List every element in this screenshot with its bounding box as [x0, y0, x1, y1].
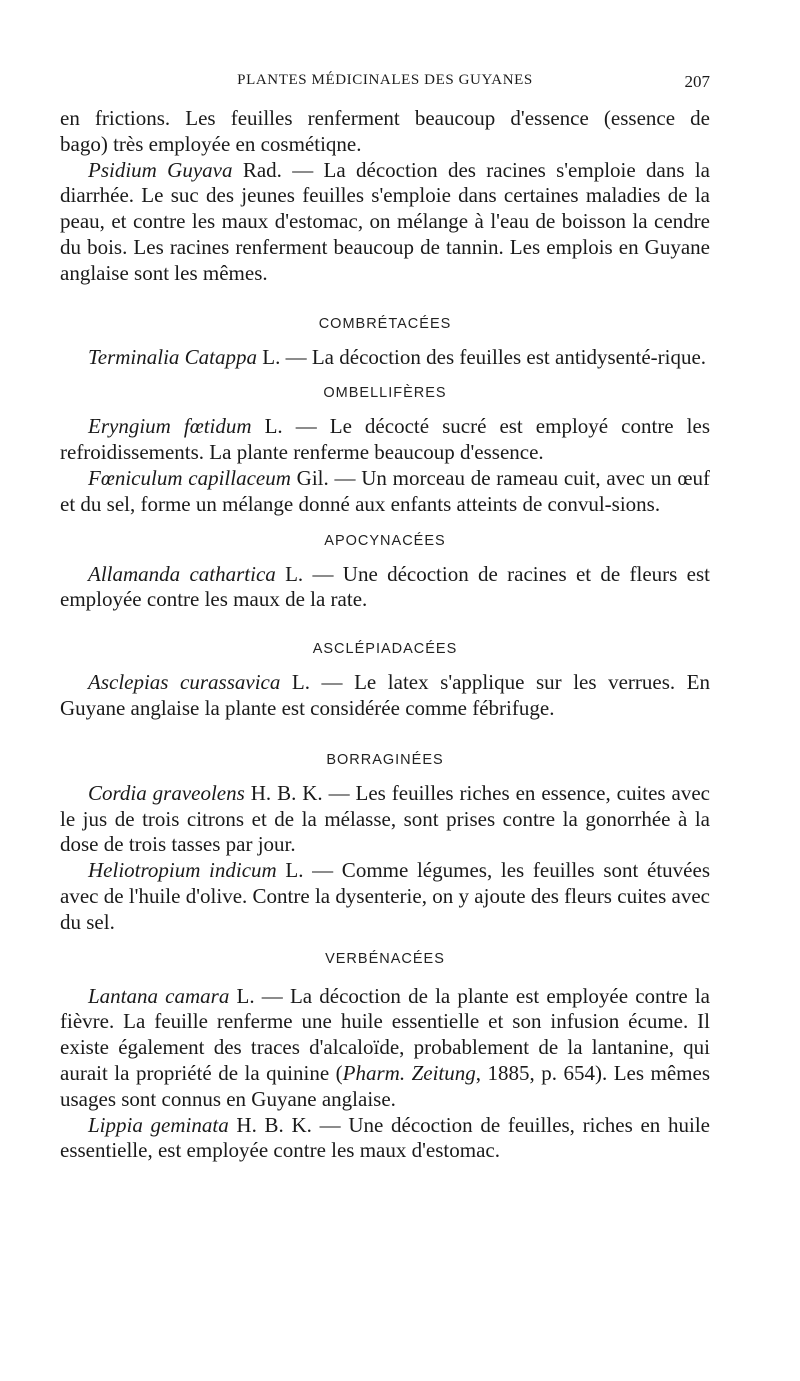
lippia-species-name: Lippia geminata — [88, 1112, 229, 1137]
eryngium-species-name: Eryngium fœtidum — [88, 414, 252, 439]
intro-line-1: en frictions. Les feuilles renferment beaucoup d'essence (essence de — [60, 106, 710, 130]
lippia-entry — [60, 1113, 710, 1165]
lantana-citation: Pharm. Zeitung — [342, 1060, 476, 1085]
psidium-text: Rad. — La décoction des racines s'emploie dans la diarrhée. Le suc des jeunes feuilles s'emploie dans certaines maladies de la peau, et contre les maux d'estomac, on mélange à l'eau de boisson la cendre du bois. Les racines renferment beaucoup de tannin. Les emplois en Guyane anglaise sont les mêmes. — [60, 157, 710, 285]
heliotropium-species-name: Heliotropium indicum — [88, 858, 277, 883]
heliotropium-entry — [60, 858, 710, 935]
section-heading-verbenacees: VERBÉNACÉES — [325, 950, 445, 967]
terminalia-species-name: Terminalia Catappa — [88, 344, 258, 369]
section-heading-apocynacees: APOCYNACÉES — [324, 532, 446, 549]
page-number: 207 — [684, 72, 710, 91]
section-heading-combretacees: COMBRÉTACÉES — [318, 315, 452, 332]
running-header — [60, 72, 710, 96]
intro-line-2: bago) très employée en cosmétiqne. — [60, 131, 362, 156]
allamanda-species-name: Allamanda cathartica — [88, 561, 276, 586]
asclepias-entry — [60, 670, 710, 722]
allamanda-entry — [60, 562, 710, 614]
section-heading-ombelliferes: OMBELLIFÈRES — [323, 385, 447, 402]
running-title: PLANTES MÉDICINALES DES GUYANES — [237, 72, 533, 88]
section-heading-borraginees: BORRAGINÉES — [326, 751, 444, 768]
foeniculum-species-name: Fœniculum capillaceum — [88, 465, 291, 490]
allamanda-text: L. — Une décoction de racines et de fleurs est employée contre les maux de la rate. — [60, 561, 710, 612]
terminalia-text: L. — La décoction des feuilles est antidysenté-rique. — [257, 344, 707, 369]
foeniculum-text: Gil. — Un morceau de rameau cuit, avec un œuf et du sel, forme un mélange donné aux enfants atteints de convul-sions. — [60, 465, 711, 516]
lantana-text-b: , 1885, p. 654). Les mêmes usages sont connus en Guyane anglaise. — [60, 1060, 711, 1111]
intro-paragraph-end — [60, 132, 710, 158]
cordia-entry — [60, 781, 710, 858]
lantana-entry — [60, 984, 710, 1113]
section-heading-asclepiadacees: ASCLÉPIADACÉES — [312, 641, 458, 658]
lantana-species-name: Lantana camara — [88, 983, 230, 1008]
psidium-species-name: Psidium Guyava — [88, 157, 233, 182]
foeniculum-entry — [60, 466, 710, 518]
eryngium-entry — [60, 414, 710, 466]
asclepias-species-name: Asclepias curassavica — [88, 670, 281, 695]
cordia-species-name: Cordia graveolens — [88, 780, 245, 805]
lantana-text-a: L. — La décoction de la plante est employée contre la fièvre. La feuille renferme une huile essentielle et son infusion écume. Il existe également des traces d'alcaloïde, probablement de la lantanine, qui aurait la propriété de la quinine ( — [60, 983, 710, 1085]
page-body — [60, 106, 710, 1164]
lippia-text: H. B. K. — Une décoction de feuilles, riches en huile essentielle, est employée contre les maux d'estomac. — [60, 1112, 710, 1163]
heliotropium-text: L. — Comme légumes, les feuilles sont étuvées avec de l'huile d'olive. Contre la dysenterie, on y ajoute des fleurs cuites avec du sel. — [60, 858, 711, 934]
psidium-entry — [60, 158, 710, 287]
asclepias-text: L. — Le latex s'applique sur les verrues. En Guyane anglaise la plante est considérée comme fébrifuge. — [60, 670, 710, 720]
cordia-text: H. B. K. — Les feuilles riches en essence, cuites avec le jus de trois citrons et de la mélasse, sont prises contre la gonorrhée à la dose de trois tasses par jour. — [60, 780, 710, 857]
eryngium-text: L. — Le décocté sucré est employé contre les refroidissements. La plante renferme beaucoup d'essence. — [60, 414, 710, 465]
terminalia-entry — [60, 345, 710, 371]
intro-paragraph — [60, 106, 710, 132]
